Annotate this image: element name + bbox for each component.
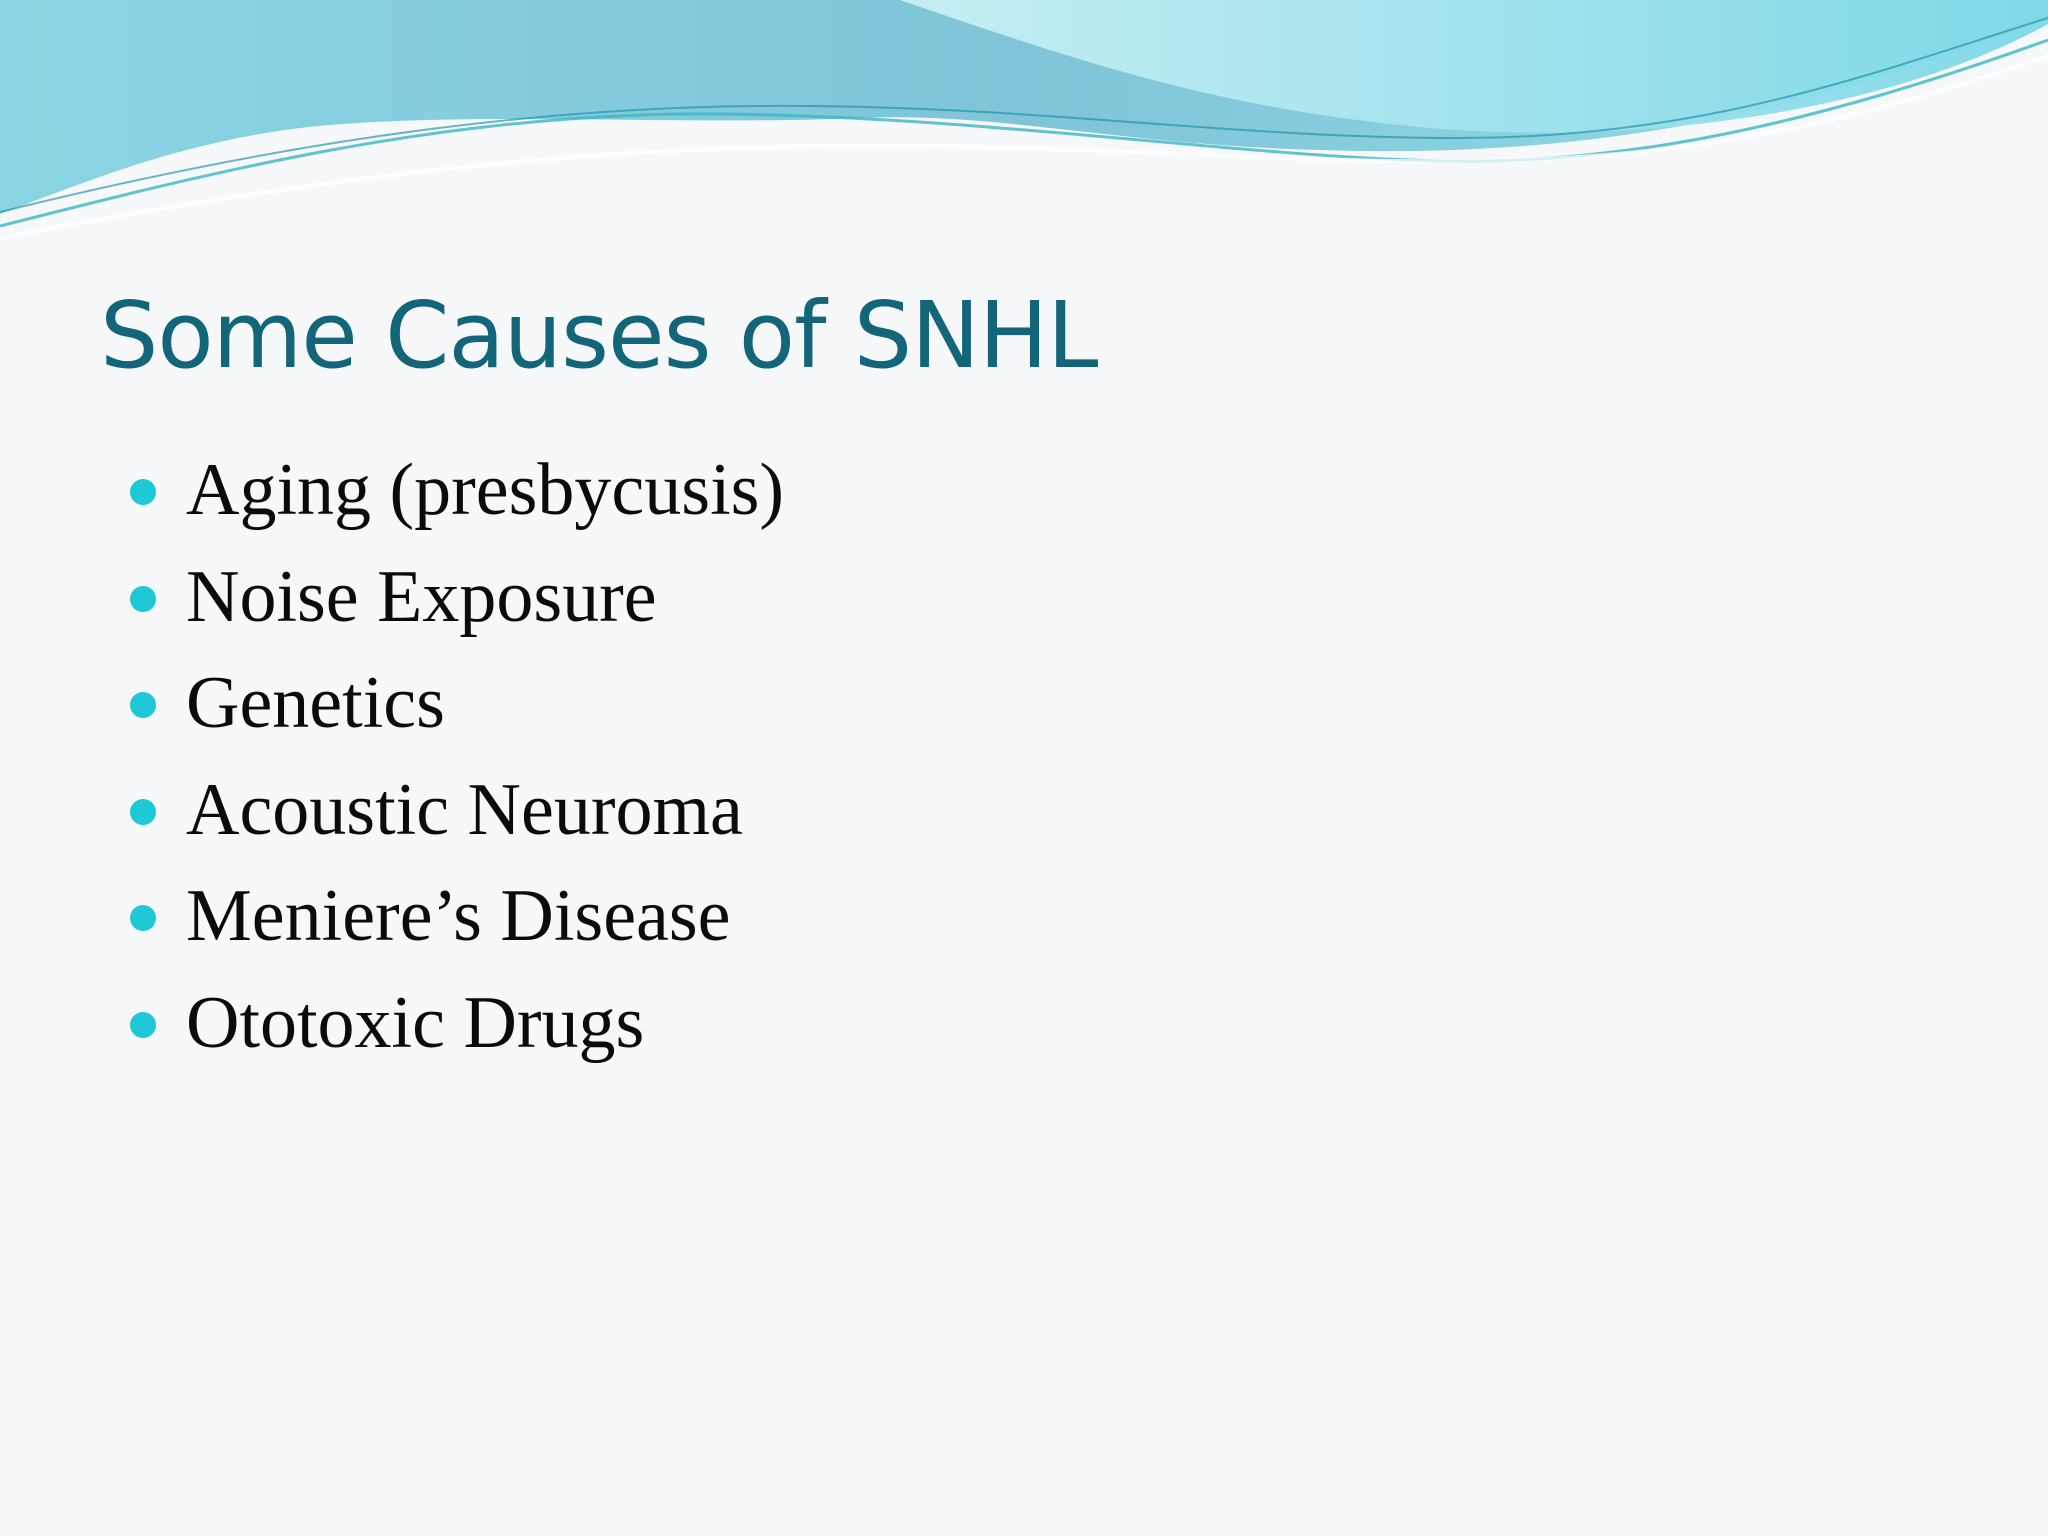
bullet-text: Noise Exposure	[186, 555, 657, 638]
bullet-icon	[130, 905, 156, 931]
bullet-icon	[130, 799, 156, 825]
bullet-icon	[130, 479, 156, 505]
slide-title: Some Causes of SNHL	[100, 282, 1098, 389]
bullet-icon	[130, 586, 156, 612]
decorative-wave-header	[0, 0, 2048, 240]
bullet-icon	[130, 1012, 156, 1038]
bullet-text: Meniere’s Disease	[186, 875, 731, 958]
bullet-text: Aging (presbycusis)	[186, 449, 785, 531]
bullet-icon	[130, 692, 156, 718]
bullet-text: Acoustic Neuroma	[186, 768, 743, 851]
bullet-text: Ototoxic Drugs	[186, 981, 645, 1064]
bullet-text: Genetics	[186, 662, 445, 745]
